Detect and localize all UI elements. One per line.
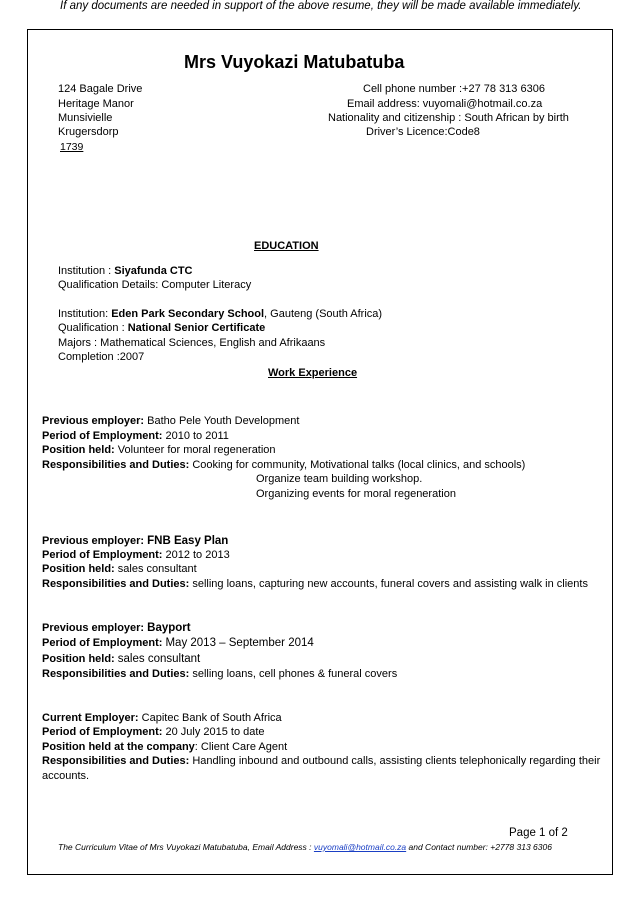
footer-email-link[interactable]: vuyomali@hotmail.co.za <box>313 842 407 852</box>
job-3-position: Position held: sales consultant <box>42 653 201 665</box>
page-number: Page 1 of 2 <box>509 827 568 839</box>
postal-code: 1739 <box>60 141 84 153</box>
institution-2: Institution: Eden Park Secondary School, Gauteng (South Africa) <box>58 308 383 320</box>
institution-1: Institution : Siyafunda CTC <box>58 265 193 277</box>
majors: Majors : Mathematical Sciences, English and Afrikaans <box>58 337 326 349</box>
drivers-licence: Driver’s Licence:Code8 <box>366 126 480 138</box>
job-1-responsibility-extra-1: Organize team building workshop. <box>256 473 423 485</box>
cell-phone: Cell phone number :+27 78 313 6306 <box>363 83 545 95</box>
job-4-period: Period of Employment: 20 July 2015 to date <box>42 726 265 738</box>
job-3-period: Period of Employment: May 2013 – September 2014 <box>42 637 314 649</box>
job-4-position: Position held at the company: Client Care Agent <box>42 741 288 753</box>
address-line-1: 124 Bagale Drive <box>58 83 143 95</box>
job-4-employer: Current Employer: Capitec Bank of South Africa <box>42 712 282 724</box>
work-experience-heading: Work Experience <box>268 367 358 379</box>
address-line-4: Krugersdorp <box>58 126 119 138</box>
job-4-responsibilities: Responsibilities and Duties: Handling inbound and outbound calls, assisting clients telephonically regarding their <box>42 755 601 767</box>
job-3-employer: Previous employer: Bayport <box>42 622 191 634</box>
completion: Completion :2007 <box>58 351 145 363</box>
address-line-3: Munsivielle <box>58 112 113 124</box>
nationality: Nationality and citizenship : South African by birth <box>328 112 569 124</box>
email-address: Email address: vuyomali@hotmail.co.za <box>347 98 543 110</box>
job-2-position: Position held: sales consultant <box>42 563 197 575</box>
job-4-responsibilities-cont: accounts. <box>42 770 90 782</box>
qualification-1: Qualification Details: Computer Literacy <box>58 279 252 291</box>
candidate-name: Mrs Vuyokazi Matubatuba <box>184 52 405 72</box>
footer: The Curriculum Vitae of Mrs Vuyokazi Matubatuba, Email Address : vuyomali@hotmail.co.za and Contact number: +2778 313 6306 <box>58 842 552 852</box>
job-1-responsibility-extra-2: Organizing events for moral regeneration <box>256 488 456 500</box>
job-1-position: Position held: Volunteer for moral regeneration <box>42 444 276 456</box>
job-2-responsibilities: Responsibilities and Duties: selling loans, capturing new accounts, funeral covers and assisting walk in clients <box>42 578 588 590</box>
job-1-period: Period of Employment: 2010 to 2011 <box>42 430 229 442</box>
job-2-employer: Previous employer: FNB Easy Plan <box>42 535 229 547</box>
education-heading: EDUCATION <box>254 240 319 252</box>
qualification-2: Qualification : National Senior Certificate <box>58 322 266 334</box>
job-1-employer: Previous employer: Batho Pele Youth Development <box>42 415 300 427</box>
job-3-responsibilities: Responsibilities and Duties: selling loans, cell phones & funeral covers <box>42 668 398 680</box>
job-2-period: Period of Employment: 2012 to 2013 <box>42 549 230 561</box>
top-note: If any documents are needed in support of the above resume, they will be made available immediately. <box>60 0 582 12</box>
job-1-responsibilities: Responsibilities and Duties: Cooking for community, Motivational talks (local clinics, and schools) <box>42 459 526 471</box>
address-line-2: Heritage Manor <box>58 98 134 110</box>
